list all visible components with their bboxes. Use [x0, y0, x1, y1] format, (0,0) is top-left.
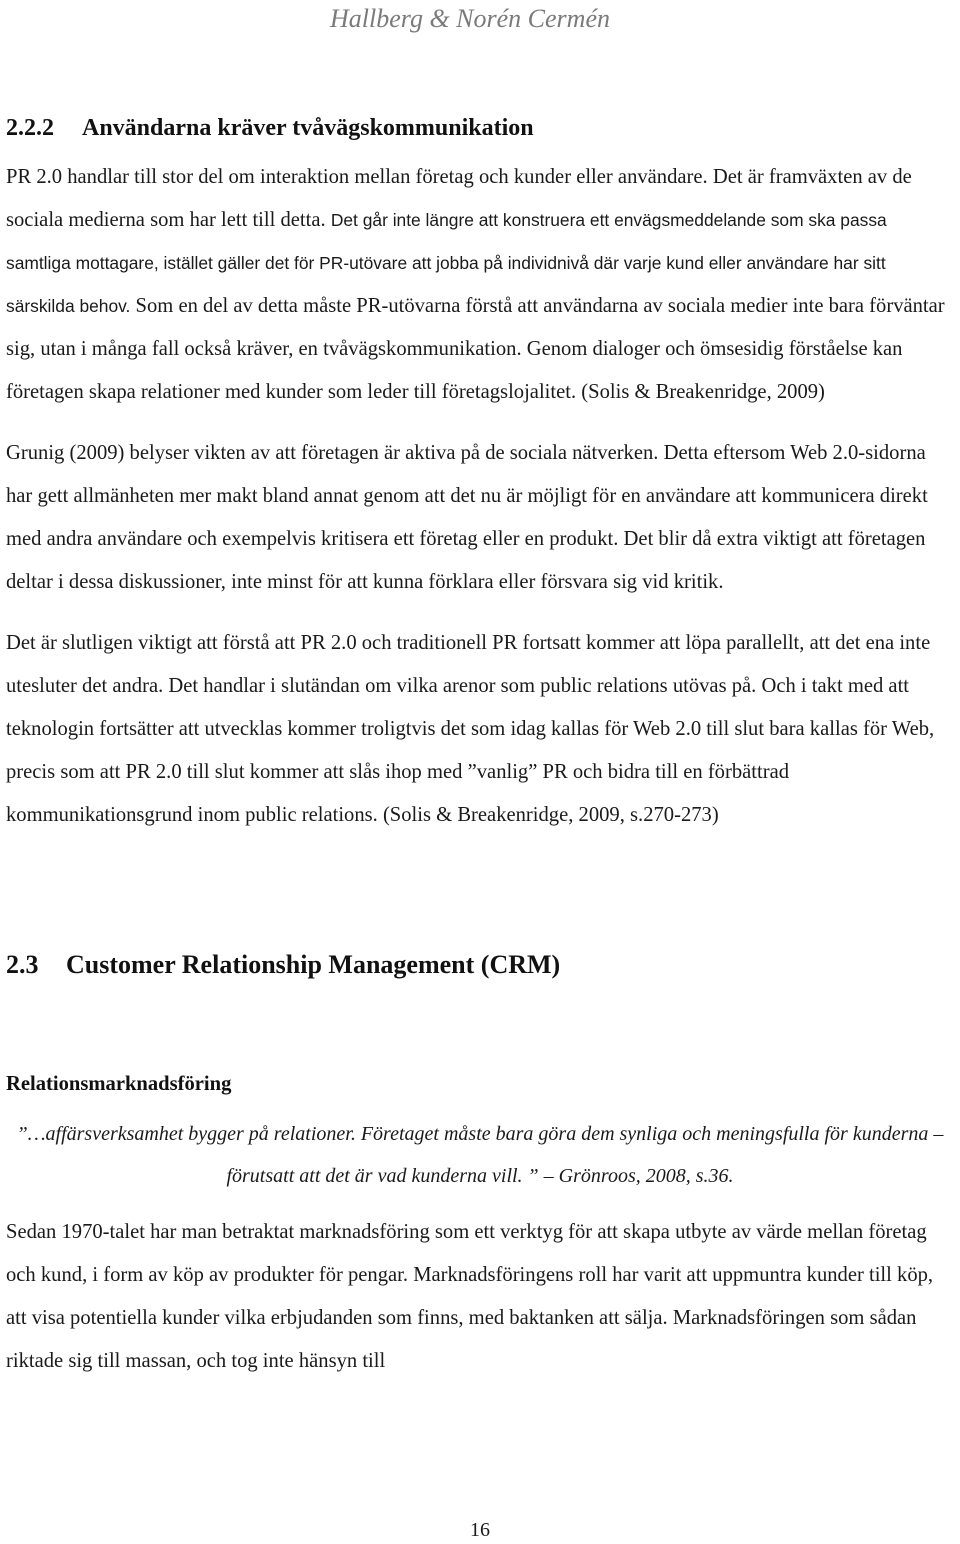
page-number: 16	[470, 1519, 490, 1541]
page-content	[6, 110, 954, 1383]
section-title: Användarna kräver tvåvägskommunikation	[82, 115, 534, 141]
paragraph-text-sans: Det går inte längre att konstruera ett envägsmeddelande som ska passa samtliga mottagare, istället gäller det för PR-utövare att jobba på individnivå där varje kund eller användare har sitt särskilda behov.	[6, 210, 887, 316]
section-number: 2.2.2	[6, 115, 54, 141]
paragraph-text-serif: Som en del av detta måste PR-utövarna förstå att användarna av sociala medier inte bara förväntar sig, utan i många fall också kräver, en tvåvägskommunikation. Genom dialoger och ömsesidig förståelse kan företagen skapa relationer med kunder som leder till företagslojalitet. (Solis & Breakenridge, 2009)	[6, 295, 945, 403]
section-number: 2.3	[6, 950, 39, 979]
quote-line: ”…affärsverksamhet bygger på relationer. Företaget måste bara göra dem synliga och meningsfulla för kunderna –	[16, 1123, 944, 1145]
section-heading-2-2-2	[6, 110, 954, 146]
paragraph-text-serif: PR 2.0 handlar till stor del om interaktion mellan företag och kunder eller användare. Det är framväxten av de sociala medierna som har lett till detta.	[6, 166, 912, 231]
paragraph: Sedan 1970-talet har man betraktat marknadsföring som ett verktyg för att skapa utbyte av värde mellan företag och kund, i form av köp av produkter för pengar. Marknadsföringens roll har varit att uppmuntra kunder till köp, att visa potentiella kunder vilka erbjudanden som finns, med baktanken att sälja. Marknadsföringen som sådan riktade sig till massan, och tog inte hänsyn till	[6, 1221, 934, 1372]
paragraph	[6, 156, 954, 414]
quote-line: förutsatt att det är vad kunderna vill. ” – Grönroos, 2008, s.36.	[226, 1165, 734, 1187]
subsection-heading: Relationsmarknadsföring	[6, 1073, 232, 1095]
section-heading-2-3	[6, 947, 954, 983]
paragraph: Grunig (2009) belyser vikten av att företagen är aktiva på de sociala nätverken. Detta eftersom Web 2.0-sidorna har gett allmänheten mer makt bland annat genom att det nu är möjligt för en användare att kommunicera direkt med andra användare och exempelvis kritisera ett företag eller en produkt. Det blir då extra viktigt att företagen deltar i dessa diskussioner, inte minst för att kunna förklara eller försvara sig vid kritik.	[6, 442, 928, 593]
block-quote	[6, 1113, 954, 1197]
running-header: Hallberg & Norén Cermén	[330, 4, 610, 33]
paragraph: Det är slutligen viktigt att förstå att PR 2.0 och traditionell PR fortsatt kommer att löpa parallellt, att det ena inte utesluter det andra. Det handlar i slutändan om vilka arenor som public relations utövas på. Och i takt med att teknologin fortsätter att utvecklas kommer troligtvis det som idag kallas för Web 2.0 till slut bara kallas för Web, precis som att PR 2.0 till slut kommer att slås ihop med ”vanlig” PR och bidra till en förbättrad kommunikationsgrund inom public relations. (Solis & Breakenridge, 2009, s.270-273)	[6, 632, 935, 826]
section-title: Customer Relationship Management (CRM)	[66, 950, 561, 979]
